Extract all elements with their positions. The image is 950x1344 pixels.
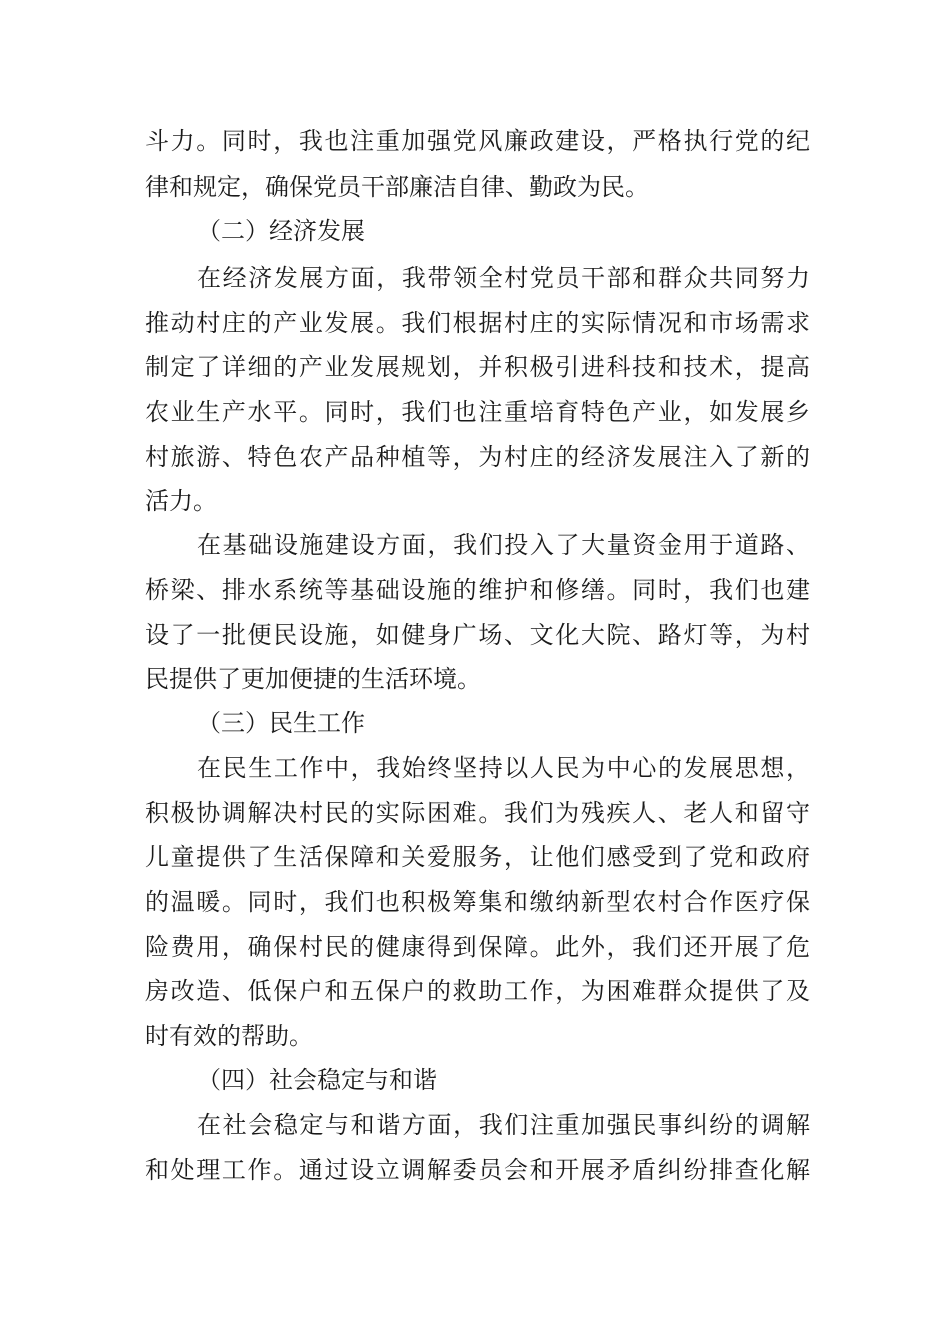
text-line: 推动村庄的产业发展。我们根据村庄的实际情况和市场需求 <box>145 309 810 337</box>
text-line: 在民生工作中，我始终坚持以人民为中心的发展思想， <box>197 754 810 782</box>
text-line: 制定了详细的产业发展规划，并积极引进科技和技术，提高 <box>145 353 810 381</box>
text-line: 和处理工作。通过设立调解委员会和开展矛盾纠纷排查化解 <box>145 1156 810 1184</box>
text-line: 险费用，确保村民的健康得到保障。此外，我们还开展了危 <box>145 933 810 961</box>
text-line: 村旅游、特色农产品种植等，为村庄的经济发展注入了新的 <box>145 443 810 471</box>
text-line: 农业生产水平。同时，我们也注重培育特色产业，如发展乡 <box>145 398 810 426</box>
section-heading-economic: （二）经济发展 <box>197 217 365 245</box>
text-line: 在基础设施建设方面，我们投入了大量资金用于道路、 <box>197 531 810 559</box>
text-line: 桥梁、排水系统等基础设施的维护和修缮。同时，我们也建 <box>145 576 810 604</box>
text-line: 活力。 <box>145 487 217 515</box>
text-line: 在经济发展方面，我带领全村党员干部和群众共同努力 <box>197 264 810 292</box>
text-line: 律和规定，确保党员干部廉洁自律、勤政为民。 <box>145 173 649 201</box>
section-heading-stability: （四）社会稳定与和谐 <box>197 1066 437 1094</box>
text-line: 设了一批便民设施，如健身广场、文化大院、路灯等，为村 <box>145 621 810 649</box>
text-line: 积极协调解决村民的实际困难。我们为残疾人、老人和留守 <box>145 799 810 827</box>
text-line: 儿童提供了生活保障和关爱服务，让他们感受到了党和政府 <box>145 843 810 871</box>
text-line: 时有效的帮助。 <box>145 1022 313 1050</box>
text-line: 民提供了更加便捷的生活环境。 <box>145 665 481 693</box>
text-line: 在社会稳定与和谐方面，我们注重加强民事纠纷的调解 <box>197 1111 810 1139</box>
text-line: 的温暖。同时，我们也积极筹集和缴纳新型农村合作医疗保 <box>145 888 810 916</box>
text-line: 斗力。同时，我也注重加强党风廉政建设，严格执行党的纪 <box>145 127 810 155</box>
text-line: 房改造、低保户和五保户的救助工作，为困难群众提供了及 <box>145 977 810 1005</box>
section-heading-livelihood: （三）民生工作 <box>197 709 365 737</box>
